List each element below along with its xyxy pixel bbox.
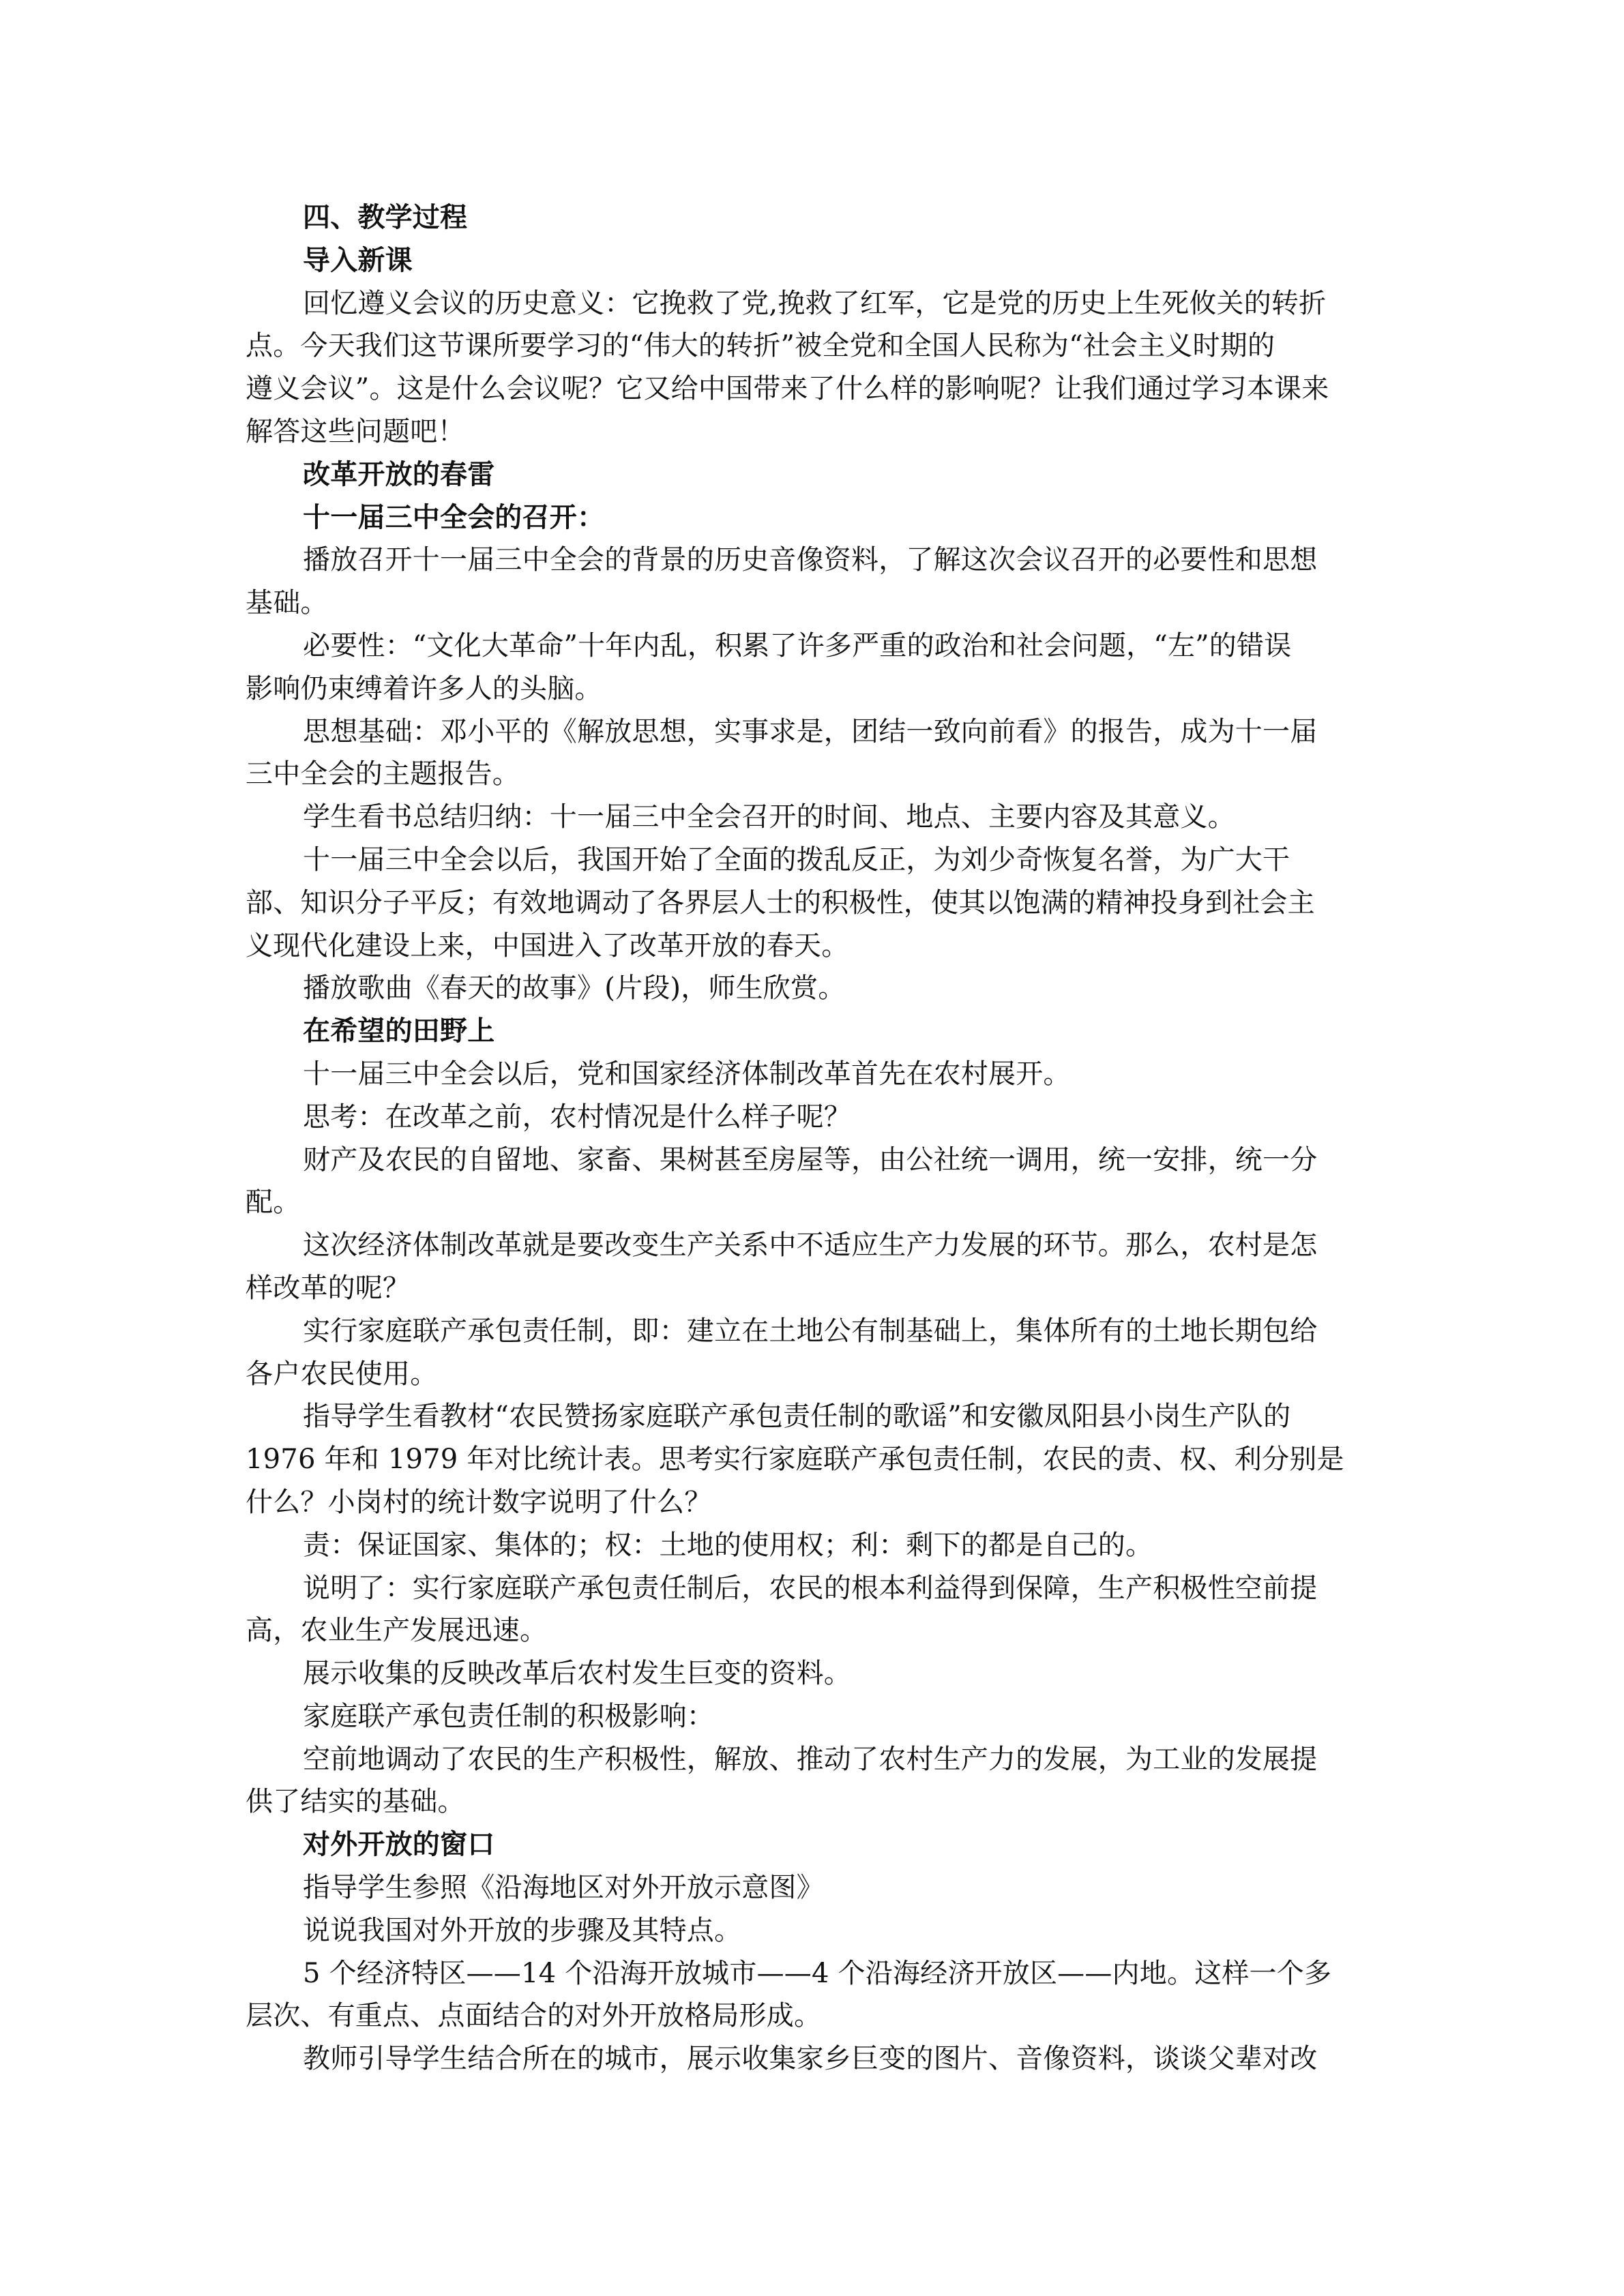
text-line: 配。 [246, 1187, 301, 1219]
text-line: 实行家庭联产承包责任制，即：建立在土地公有制基础上，集体所有的土地长期包给 [303, 1315, 1318, 1347]
section-heading: 导入新课 [303, 243, 413, 276]
text-line: 高，农业生产发展迅速。 [246, 1615, 548, 1647]
text-line: 家庭联产承包责任制的积极影响： [303, 1700, 714, 1732]
text-line: 播放召开十一届三中全会的背景的历史音像资料，了解这次会议召开的必要性和思想 [303, 544, 1318, 576]
text-line: 学生看书总结归纳：十一届三中全会召开的时间、地点、主要内容及其意义。 [303, 801, 1235, 833]
text-line: 样改革的呢？ [246, 1272, 411, 1304]
text-line: 说说我国对外开放的步骤及其特点。 [303, 1914, 742, 1946]
text-line: 基础。 [246, 587, 328, 619]
text-line: 空前地调动了农民的生产积极性，解放、推动了农村生产力的发展，为工业的发展提 [303, 1743, 1318, 1775]
text-line: 展示收集的反映改革后农村发生巨变的资料。 [303, 1658, 851, 1690]
text-line: 各户农民使用。 [246, 1358, 438, 1390]
text-line: 5 个经济特区——14 个沿海开放城市——4 个沿海经济开放区——内地。这样一个多 [303, 1957, 1332, 1989]
section-heading: 对外开放的窗口 [303, 1828, 495, 1861]
text-line: 十一届三中全会以后，我国开始了全面的拨乱反正，为刘少奇恢复名誉，为广大干 [303, 844, 1290, 876]
document-body [246, 196, 1378, 2081]
section-heading: 改革开放的春雷 [303, 458, 495, 490]
text-line: 财产及农民的自留地、家畜、果树甚至房屋等，由公社统一调用，统一安排，统一分 [303, 1144, 1318, 1176]
text-line: 三中全会的主题报告。 [246, 758, 520, 790]
section-heading: 十一届三中全会的召开： [303, 501, 605, 533]
text-line: 思考：在改革之前，农村情况是什么样子呢？ [303, 1101, 851, 1133]
section-heading: 在希望的田野上 [303, 1015, 495, 1047]
text-line: 什么？小岗村的统计数字说明了什么？ [246, 1486, 712, 1518]
text-line: 播放歌曲《春天的故事》(片段)，师生欣赏。 [303, 972, 846, 1004]
text-line: 指导学生参照《沿海地区对外开放示意图》 [303, 1872, 824, 1904]
section-heading: 四、教学过程 [303, 201, 468, 233]
text-line: 这次经济体制改革就是要改变生产关系中不适应生产力发展的环节。那么，农村是怎 [303, 1229, 1318, 1262]
text-line: 层次、有重点、点面结合的对外开放格局形成。 [246, 2000, 822, 2032]
text-line: 教师引导学生结合所在的城市，展示收集家乡巨变的图片、音像资料，谈谈父辈对改 [303, 2043, 1318, 2075]
text-line: 回忆遵义会议的历史意义：它挽救了党,挽救了红军，它是党的历史上生死攸关的转折 [303, 287, 1327, 319]
text-line: 部、知识分子平反；有效地调动了各界层人士的积极性，使其以饱满的精神投身到社会主 [246, 886, 1315, 919]
text-line: 供了结实的基础。 [246, 1786, 465, 1818]
text-line: 1976 年和 1979 年对比统计表。思考实行家庭联产承包责任制，农民的责、权、利分别是 [246, 1444, 1344, 1476]
text-line: 义现代化建设上来，中国进入了改革开放的春天。 [246, 929, 849, 961]
text-line: 指导学生看教材“农民赞扬家庭联产承包责任制的歌谣”和安徽凤阳县小岗生产队的 [303, 1401, 1291, 1433]
text-line: 必要性：“文化大革命”十年内乱，积累了许多严重的政治和社会问题，“左”的错误 [303, 629, 1292, 661]
text-line: 说明了：实行家庭联产承包责任制后，农民的根本利益得到保障，生产积极性空前提 [303, 1572, 1318, 1604]
text-line: 十一届三中全会以后，党和国家经济体制改革首先在农村展开。 [303, 1058, 1071, 1090]
text-line: 点。今天我们这节课所要学习的“伟大的转折”被全党和全国人民称为“社会主义时期的 [246, 330, 1275, 362]
text-line: 影响仍束缚着许多人的头脑。 [246, 672, 602, 704]
text-line: 责：保证国家、集体的；权：土地的使用权；利：剩下的都是自己的。 [303, 1529, 1153, 1561]
text-line: 遵义会议”。这是什么会议呢？它又给中国带来了什么样的影响呢？让我们通过学习本课来 [246, 373, 1329, 405]
text-line: 解答这些问题吧！ [246, 415, 465, 447]
text-line: 思想基础：邓小平的《解放思想，实事求是，团结一致向前看》的报告，成为十一届 [303, 715, 1318, 747]
